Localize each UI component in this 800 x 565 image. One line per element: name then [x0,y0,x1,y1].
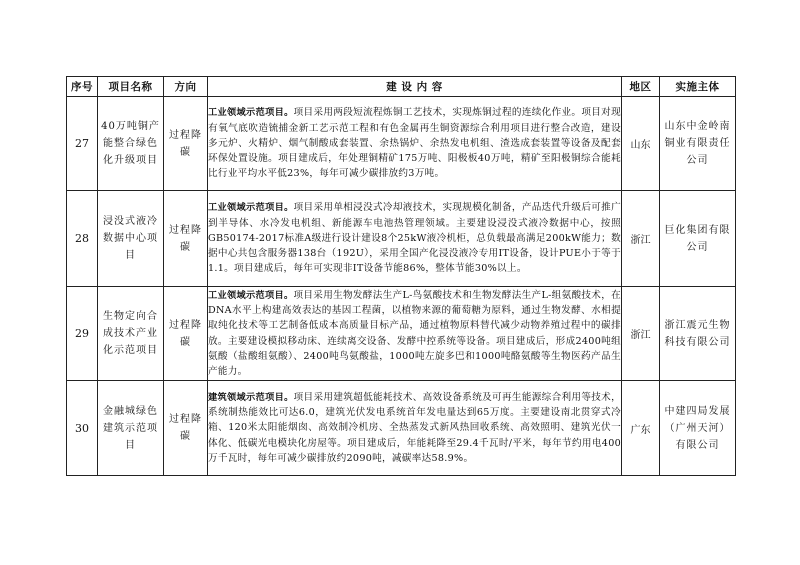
row-entity: 浙江震元生物科技有限公司 [660,287,736,381]
row-content [208,287,622,381]
row-seq: 28 [67,191,98,287]
row-region: 广东 [622,381,660,476]
row-project-name: 生物定向合成技术产业化示范项目 [98,287,164,381]
header-entity: 实施主体 [660,77,736,97]
header-seq: 序号 [67,77,98,97]
row-content-lead: 工业领域示范项目。 [208,107,294,119]
row-content-lead: 建筑领域示范项目。 [208,391,294,403]
row-content-text: 项目采用两段短流程炼铜工艺技术，实现炼铜过程的连续化作业。项目对现有氧气底吹造锍捕金新工艺示范工程和有色金属再生铜资源综合利用项目进行整合改造，建设多元炉、火精炉、烟气制酸成套装置、余热锅炉、余热发电机组、渣选成套装置等设备及配套环保处置设施。项目建成后，年处理铜精矿175万吨、阳极板40万吨，精矿至阳极铜综合能耗比行业平均水平低23%，每年可减少碳排放约3万吨。 [208,107,621,180]
row-content-text: 项目采用生物发酵法生产L-鸟氨酸技术和生物发酵法生产L-组氨酸技术，在DNA水平上构建高效表达的基因工程菌，以植物来源的葡萄糖为原料，通过生物发酵、水相提取纯化技术等工艺制备低成本高质量目标产品，通过植物原料替代减少动物养殖过程中的碳排放。主要建设模拟移动床、连续离交设备、发酵中控系统等设备。项目建成后，形成2400吨组氨酸（盐酸组氨酸）、2400吨鸟氨酸盐，1000吨左旋多巴和1000吨酪氨酸等生物医药产品生产能力。 [208,289,621,377]
header-content: 建 设 内 容 [208,77,622,97]
table-row [67,381,736,476]
row-entity: 巨化集团有限公司 [660,191,736,287]
row-direction: 过程降碳 [164,381,208,476]
row-region: 山东 [622,97,660,191]
row-seq: 27 [67,97,98,191]
row-project-name: 金融城绿色建筑示范项目 [98,381,164,476]
table-row [67,191,736,287]
row-region: 浙江 [622,191,660,287]
row-direction: 过程降碳 [164,191,208,287]
header-region: 地区 [622,77,660,97]
row-entity: 山东中金岭南铜业有限责任公司 [660,97,736,191]
row-content-text: 项目采用单相浸没式冷却液技术，实现规模化制备，产品迭代升级后可推广到半导体、水冷发电机组、新能源车电池热管理领域。主要建设浸没式液冷数据中心，按照GB50174-2017标准A级进行设计建设8个25kW液冷机柜，总负载最高满足200kW能力；数据中心共包含服务器138台（192U），采用全国产化浸没液冷专用IT设备，设计PUE小于等于1.1。项目建成后，每年可实现非IT设备节能86%，整体节能30%以上。 [208,202,621,275]
row-project-name: 40万吨铜产能整合绿色化升级项目 [98,97,164,191]
row-content-text: 项目采用建筑超低能耗技术、高效设备系统及可再生能源综合利用等技术，系统制热能效比可达6.0，建筑光伏发电系统首年发电量达到65万度。主要建设南北贯穿式冷箱、120米太阳能烟囱、高效制冷机房、全热蒸发式新风热回收系统、高效照明、建筑光伏一体化、低碳光电模块化房屋等。项目建成后，年能耗降至29.4千瓦时/平米，每年节约用电400万千瓦时，每年可减少碳排放约2090吨，减碳率达58.9%。 [208,391,621,464]
row-seq: 29 [67,287,98,381]
row-entity: 中建四局发展（广州天河）有限公司 [660,381,736,476]
row-content [208,97,622,191]
row-content [208,381,622,476]
row-content [208,191,622,287]
row-direction: 过程降碳 [164,97,208,191]
projects-table [66,76,736,476]
header-direction: 方向 [164,77,208,97]
header-name: 项目名称 [98,77,164,97]
row-content-lead: 工业领域示范项目。 [208,202,294,214]
table-row [67,97,736,191]
table-header-row [67,77,736,97]
row-seq: 30 [67,381,98,476]
table-row [67,287,736,381]
row-region: 浙江 [622,287,660,381]
row-direction: 过程降碳 [164,287,208,381]
row-content-lead: 工业领域示范项目。 [208,289,294,301]
row-project-name: 浸没式液冷数据中心项目 [98,191,164,287]
